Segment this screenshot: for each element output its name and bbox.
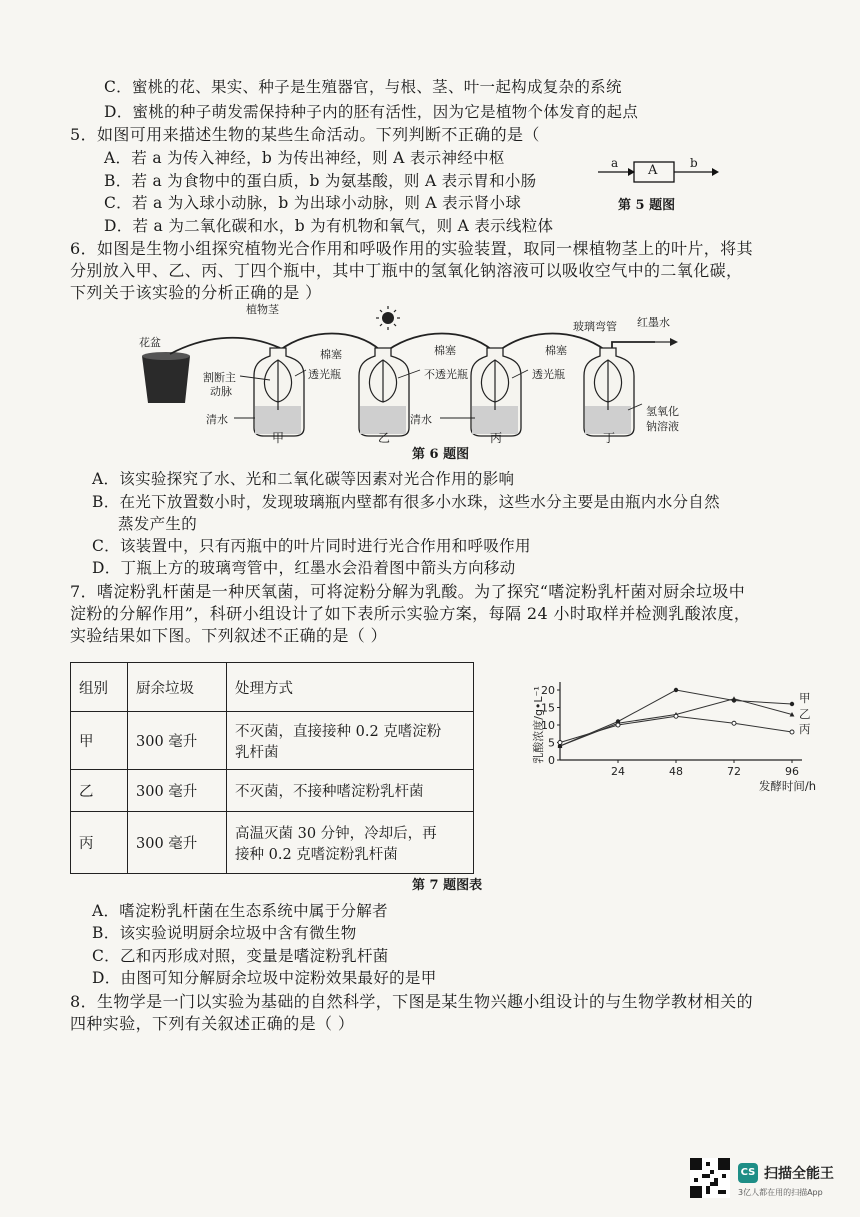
table-cell-waste: 300 毫升	[128, 712, 227, 770]
x-tick-label: 48	[669, 765, 683, 778]
table-cell-method	[227, 812, 474, 874]
table-cell-waste: 300 毫升	[128, 770, 227, 812]
method-line-1: 高温灭菌 30 分钟，冷却后，再	[235, 825, 437, 842]
fig6-label-clear-bottle-2: 透光瓶	[532, 368, 565, 381]
q6-option-d: D．丁瓶上方的玻璃弯管中，红墨水会沿着图中箭头方向移动	[92, 559, 516, 577]
q7-option-a: A．嗜淀粉乳杆菌在生态系统中属于分解者	[92, 902, 388, 920]
y-tick-label: 10	[541, 719, 555, 732]
method-line-2: 乳杆菌	[235, 744, 279, 761]
fig6-label-water-2: 清水	[410, 413, 432, 426]
data-point	[732, 721, 736, 725]
table-row	[71, 812, 474, 874]
x-tick-label: 96	[785, 765, 799, 778]
fig6-label-clear-bottle-1: 透光瓶	[308, 368, 341, 381]
question-7-line2: 淀粉的分解作用”，科研小组设计了如下表所示实验方案，每隔 24 小时取样并检测乳酸浓度，	[70, 604, 751, 623]
question-6-line3: 下列关于该实验的分析正确的是 ）	[70, 283, 322, 302]
fig6-label-water-1: 清水	[206, 413, 228, 426]
lactic-acid-chart	[520, 668, 816, 794]
table-cell-group: 丙	[71, 812, 128, 874]
table-cell-group: 甲	[71, 712, 128, 770]
data-point	[674, 688, 678, 692]
fig6-label-cut-artery-1: 割断主	[203, 371, 236, 384]
q6-option-b-line1: B．在光下放置数小时，发现玻璃瓶内壁都有很多小水珠，这些水分主要是由瓶内水分自然	[92, 493, 720, 511]
method-line-1: 不灭菌，直接接种 0.2 克嗜淀粉	[235, 723, 442, 740]
y-tick-label: 15	[541, 701, 555, 715]
fig6-label-cotton-1: 棉塞	[320, 348, 342, 361]
question-8-line2: 四种实验，下列有关叙述正确的是（ ）	[70, 1014, 355, 1033]
table-cell-method	[227, 712, 474, 770]
brand-name: 扫描全能王	[764, 1166, 834, 1182]
fig6-bottle-jia: 甲	[272, 431, 285, 445]
fig6-bottle-ding: 丁	[603, 431, 616, 445]
question-6-line1: 6．如图是生物小组探究植物光合作用和呼吸作用的实验装置，取同一棵植物茎上的叶片，将其	[70, 239, 753, 258]
series-label: 丙	[799, 722, 811, 736]
table-header-method: 处理方式	[227, 663, 474, 712]
data-point	[674, 714, 678, 718]
table-cell-method: 不灭菌，不接种嗜淀粉乳杆菌	[227, 770, 474, 812]
question-8-line1: 8．生物学是一门以实验为基础的自然科学，下图是某生物兴趣小组设计的与生物学教材相关的	[70, 992, 753, 1011]
qr-code-icon	[690, 1158, 730, 1198]
x-axis-label: 发酵时间/h	[758, 779, 816, 793]
fig6-label-opaque-bottle: 不透光瓶	[424, 368, 468, 381]
table-header-group: 组别	[71, 663, 128, 712]
method-line-2: 接种 0.2 克嗜淀粉乳杆菌	[235, 846, 398, 863]
fig6-label-flowerpot: 花盆	[139, 336, 161, 349]
fig6-label-glass-tube: 玻璃弯管	[573, 320, 617, 333]
fig6-label-cotton-3: 棉塞	[545, 344, 567, 357]
experiment-table	[70, 662, 474, 874]
series-line-2	[560, 699, 792, 746]
y-tick-label: 0	[548, 754, 555, 767]
fig6-bottle-yi: 乙	[378, 431, 391, 445]
y-tick-label: 20	[541, 684, 555, 697]
question-5-stem: 5．如图可用来描述生物的某些生命活动。下列判断不正确的是（	[70, 125, 540, 144]
fig6-label-cotton-2: 棉塞	[434, 344, 456, 357]
q6-option-a: A．该实验探究了水、光和二氧化碳等因素对光合作用的影响	[92, 470, 515, 488]
brand-tagline: 3亿人都在用的扫描App	[738, 1188, 823, 1197]
question-6-line2: 分别放入甲、乙、丙、丁四个瓶中，其中丁瓶中的氢氧化钠溶液可以吸收空气中的二氧化碳，	[70, 261, 743, 280]
q6-option-c: C．该装置中，只有丙瓶中的叶片同时进行光合作用和呼吸作用	[92, 537, 531, 555]
q7-option-b: B．该实验说明厨余垃圾中含有微生物	[92, 924, 357, 942]
table-cell-group: 乙	[71, 770, 128, 812]
fig6-label-cut-artery-2: 动脉	[210, 385, 232, 398]
option-5c-previous: C．蜜桃的花、果实、种子是生殖器官，与根、茎、叶一起构成复杂的系统	[104, 78, 622, 96]
q7-option-c: C．乙和丙形成对照，变量是嗜淀粉乳杆菌	[92, 947, 389, 965]
camscanner-logo: CS	[738, 1163, 758, 1183]
fig5-box-label: A	[648, 163, 658, 178]
question-7-line1: 7．嗜淀粉乳杆菌是一种厌氧菌，可将淀粉分解为乳酸。为了探究“嗜淀粉乳杆菌对厨余垃圾中	[70, 582, 746, 601]
x-tick-label: 72	[727, 765, 741, 778]
table-row	[71, 770, 474, 812]
fig7-caption: 第 7 题图表	[412, 878, 483, 893]
table-row	[71, 712, 474, 770]
fig6-label-red-ink: 红墨水	[637, 316, 670, 329]
question-7-line3: 实验结果如下图。下列叙述不正确的是（ ）	[70, 626, 388, 645]
series-label: 乙	[799, 707, 811, 721]
fig6-label-stem: 植物茎	[246, 303, 279, 316]
sun-icon	[376, 306, 400, 330]
y-tick-label: 5	[548, 736, 555, 750]
q5-option-a: A．若 a 为传入神经，b 为传出神经，则 A 表示神经中枢	[104, 149, 505, 167]
q6-option-b-line2: 蒸发产生的	[118, 515, 198, 533]
q5-option-c: C．若 a 为入球小动脉，b 为出球小动脉，则 A 表示肾小球	[104, 194, 522, 212]
data-point	[790, 702, 794, 706]
series-label: 甲	[799, 691, 811, 705]
table-header-waste: 厨余垃圾	[128, 663, 227, 712]
data-point	[558, 741, 562, 745]
option-5d-previous: D．蜜桃的种子萌发需保持种子内的胚有活性，因为它是植物个体发育的起点	[104, 103, 639, 121]
q5-option-d: D．若 a 为二氧化碳和水，b 为有机物和氧气，则 A 表示线粒体	[104, 217, 554, 235]
table-cell-waste: 300 毫升	[128, 812, 227, 874]
fig5-label-a: a	[611, 156, 619, 170]
series-line-3	[560, 716, 792, 742]
fig6-label-naoh-1: 氢氧化	[646, 405, 679, 418]
q5-option-b: B．若 a 为食物中的蛋白质，b 为氨基酸，则 A 表示胃和小肠	[104, 172, 537, 190]
x-tick-label: 24	[611, 765, 625, 778]
fig6-caption: 第 6 题图	[412, 447, 470, 462]
fig5-caption: 第 5 题图	[618, 198, 676, 213]
table-header-row	[71, 663, 474, 712]
fig6-label-naoh-2: 钠溶液	[646, 420, 679, 433]
data-point	[616, 723, 620, 727]
q7-option-d: D．由图可知分解厨余垃圾中淀粉效果最好的是甲	[92, 969, 437, 987]
y-axis-label: 乳酸浓度/g•L⁻¹	[532, 686, 545, 764]
data-point	[790, 730, 794, 734]
fig6-bottle-bing: 丙	[490, 431, 503, 445]
fig5-label-b: b	[690, 156, 698, 170]
data-point	[732, 696, 737, 701]
